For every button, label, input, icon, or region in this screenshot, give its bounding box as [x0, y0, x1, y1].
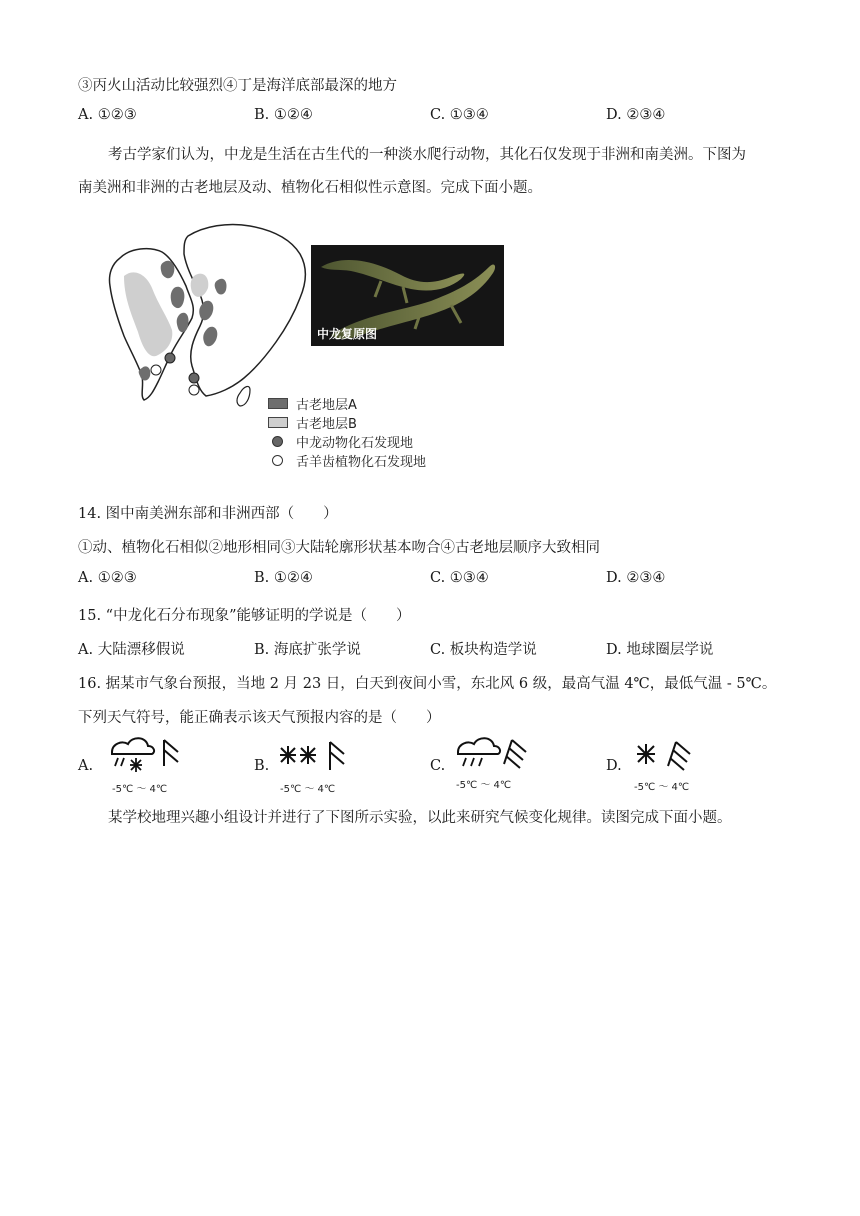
- q15-option-c: C. 板块构造学说: [430, 642, 537, 658]
- q14-option-c: C. ①③④: [430, 570, 489, 586]
- legend-label: 古老地层B: [296, 417, 357, 432]
- glossopteris-fossil-site-1: [151, 365, 161, 375]
- madagascar-outline: [237, 386, 250, 406]
- legend-item-strata-b: [268, 413, 426, 432]
- q13-option-b: B. ①②④: [254, 107, 313, 123]
- legend-swatch: [268, 398, 288, 409]
- next-passage-intro: 某学校地理兴趣小组设计并进行了下图所示实验，以此来研究气候变化规律。读图完成下面小题。: [108, 810, 732, 826]
- q16-option-a-label: A.: [78, 758, 94, 774]
- legend-dot: [272, 455, 283, 466]
- passage-line-2: 南美洲和非洲的古老地层及动、植物化石相似性示意图。完成下面小题。: [78, 180, 542, 196]
- legend-dot: [272, 436, 283, 447]
- passage-line-1: 考古学家们认为，中龙是生活在古生代的一种淡水爬行动物，其化石仅发现于非洲和南美洲。下图为: [108, 147, 746, 163]
- q15-option-a: A. 大陆漂移假说: [78, 642, 185, 658]
- legend-label: 中龙动物化石发现地: [296, 436, 414, 451]
- q15-option-d: D. 地球圈层学说: [606, 642, 714, 658]
- q13-option-d: D. ②③④: [606, 107, 666, 123]
- mesosaurus-fossil-site-2: [189, 373, 199, 383]
- q16-stem-line-1: 16. 据某市气象台预报，当地 2 月 23 日，白天到夜间小雪，东北风 6 级，最高气温 4℃，最低气温 - 5℃。: [78, 676, 777, 692]
- q16-option-d-label: D.: [606, 758, 622, 774]
- question-continuation: ③丙火山活动比较强烈④丁是海洋底部最深的地方: [78, 78, 397, 94]
- q16-option-c-temp: -5℃ ～ 4℃: [456, 780, 512, 791]
- q13-option-c: C. ①③④: [430, 107, 489, 123]
- q14-statements: ①动、植物化石相似②地形相同③大陆轮廓形状基本吻合④古老地层顺序大致相同: [78, 540, 600, 556]
- legend-item-strata-a: [268, 394, 426, 413]
- q16-option-b-label: B.: [254, 758, 270, 774]
- legend-label: 舌羊齿植物化石发现地: [296, 455, 427, 470]
- mesosaurus-fossil-site-1: [165, 353, 175, 363]
- legend-label: 古老地层A: [296, 398, 357, 413]
- q14-option-d: D. ②③④: [606, 570, 666, 586]
- q14-option-b: B. ①②④: [254, 570, 313, 586]
- q16-option-a-temp: -5℃ ～ 4℃: [112, 784, 168, 795]
- weather-symbol-rain-snow-icon: [108, 734, 188, 780]
- q16-option-c-label: C.: [430, 758, 446, 774]
- continents-map: [100, 218, 315, 408]
- q14-stem: 14. 图中南美洲东部和非洲西部（ ）: [78, 506, 338, 522]
- glossopteris-fossil-site-2: [189, 385, 199, 395]
- q13-option-a: A. ①②③: [78, 107, 137, 123]
- mesosaurus-reconstruction-photo: [311, 245, 504, 346]
- photo-caption: 中龙复原图: [317, 327, 378, 341]
- q16-option-d-temp: -5℃ ～ 4℃: [634, 782, 690, 793]
- legend-item-glossopteris: [268, 451, 426, 470]
- q16-option-b-temp: -5℃ ～ 4℃: [280, 784, 336, 795]
- weather-symbol-light-snow-icon: [634, 738, 704, 778]
- q16-stem-line-2: 下列天气符号，能正确表示该天气预报内容的是（ ）: [78, 710, 441, 726]
- legend-swatch: [268, 417, 288, 428]
- weather-symbol-moderate-snow-icon: [278, 736, 358, 780]
- q14-option-a: A. ①②③: [78, 570, 137, 586]
- q15-option-b: B. 海底扩张学说: [254, 642, 361, 658]
- q15-stem: 15. “中龙化石分布现象”能够证明的学说是（ ）: [78, 608, 411, 624]
- weather-symbol-rain-icon: [454, 734, 534, 776]
- map-legend: [268, 394, 426, 470]
- legend-item-mesosaurus: [268, 432, 426, 451]
